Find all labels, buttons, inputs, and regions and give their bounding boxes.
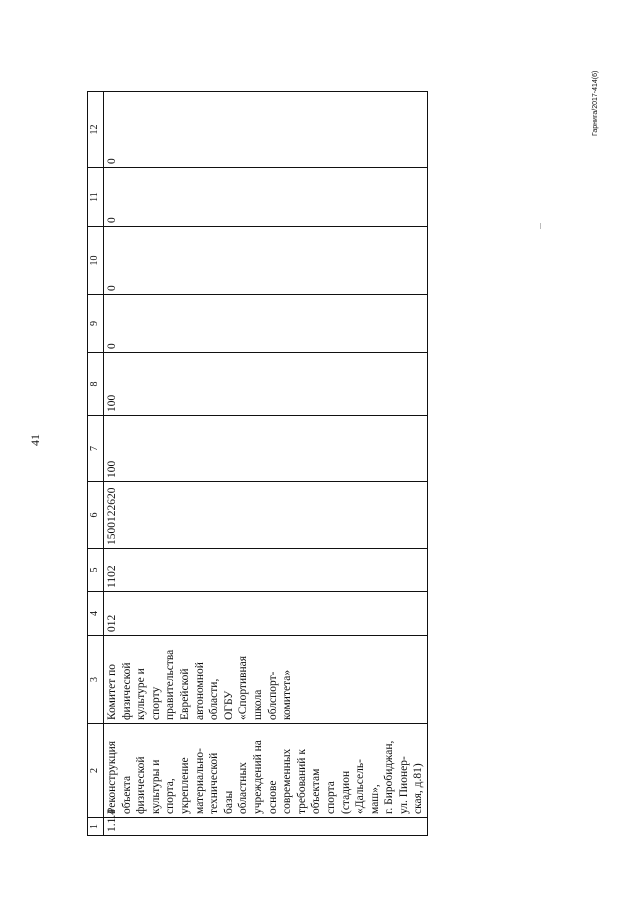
header-cell-7: 7 — [88, 416, 104, 482]
code-cell-5: 1102 — [104, 549, 428, 592]
header-cell-11: 11 — [88, 168, 104, 227]
header-cell-12: 12 — [88, 92, 104, 168]
header-cell-6: 6 — [88, 482, 104, 549]
header-row — [88, 92, 104, 836]
rotated-table-container — [87, 92, 433, 836]
program-table — [87, 91, 428, 836]
header-cell-10: 10 — [88, 227, 104, 295]
header-cell-4: 4 — [88, 592, 104, 636]
header-cell-1: 1 — [88, 818, 104, 836]
code-cell-6: 1500122620 — [104, 482, 428, 549]
scan-mark — [540, 223, 541, 229]
activity-name-cell: Реконструкция объекта физической культуры и спорта, укрепление материально- технической базы областных учреждений на основе современных требований к объектам спорта (стадион «Дальсель- маш», г. Биробиджан, ул. Пионер- ская, д.81) — [104, 724, 428, 818]
value-cell-10: 0 — [104, 227, 428, 295]
value-cell-8: 100 — [104, 353, 428, 416]
page-number: 41 — [28, 434, 42, 446]
code-cell-4: 012 — [104, 592, 428, 636]
row-number-cell: 1.1.4 — [104, 818, 428, 836]
header-cell-8: 8 — [88, 353, 104, 416]
value-cell-9: 0 — [104, 295, 428, 353]
header-cell-5: 5 — [88, 549, 104, 592]
document-stamp: Гарнига/2017-414(6) — [592, 70, 599, 136]
header-cell-2: 2 — [88, 724, 104, 818]
executor-cell: Комитет по физической культуре и спорту правительства Еврейской автономной области, ОГБУ «Спортивная школа облспорт- комитета» — [104, 636, 428, 724]
table-row — [104, 92, 428, 836]
value-cell-12: 0 — [104, 92, 428, 168]
value-cell-11: 0 — [104, 168, 428, 227]
header-cell-3: 3 — [88, 636, 104, 724]
value-cell-7: 100 — [104, 416, 428, 482]
header-cell-9: 9 — [88, 295, 104, 353]
